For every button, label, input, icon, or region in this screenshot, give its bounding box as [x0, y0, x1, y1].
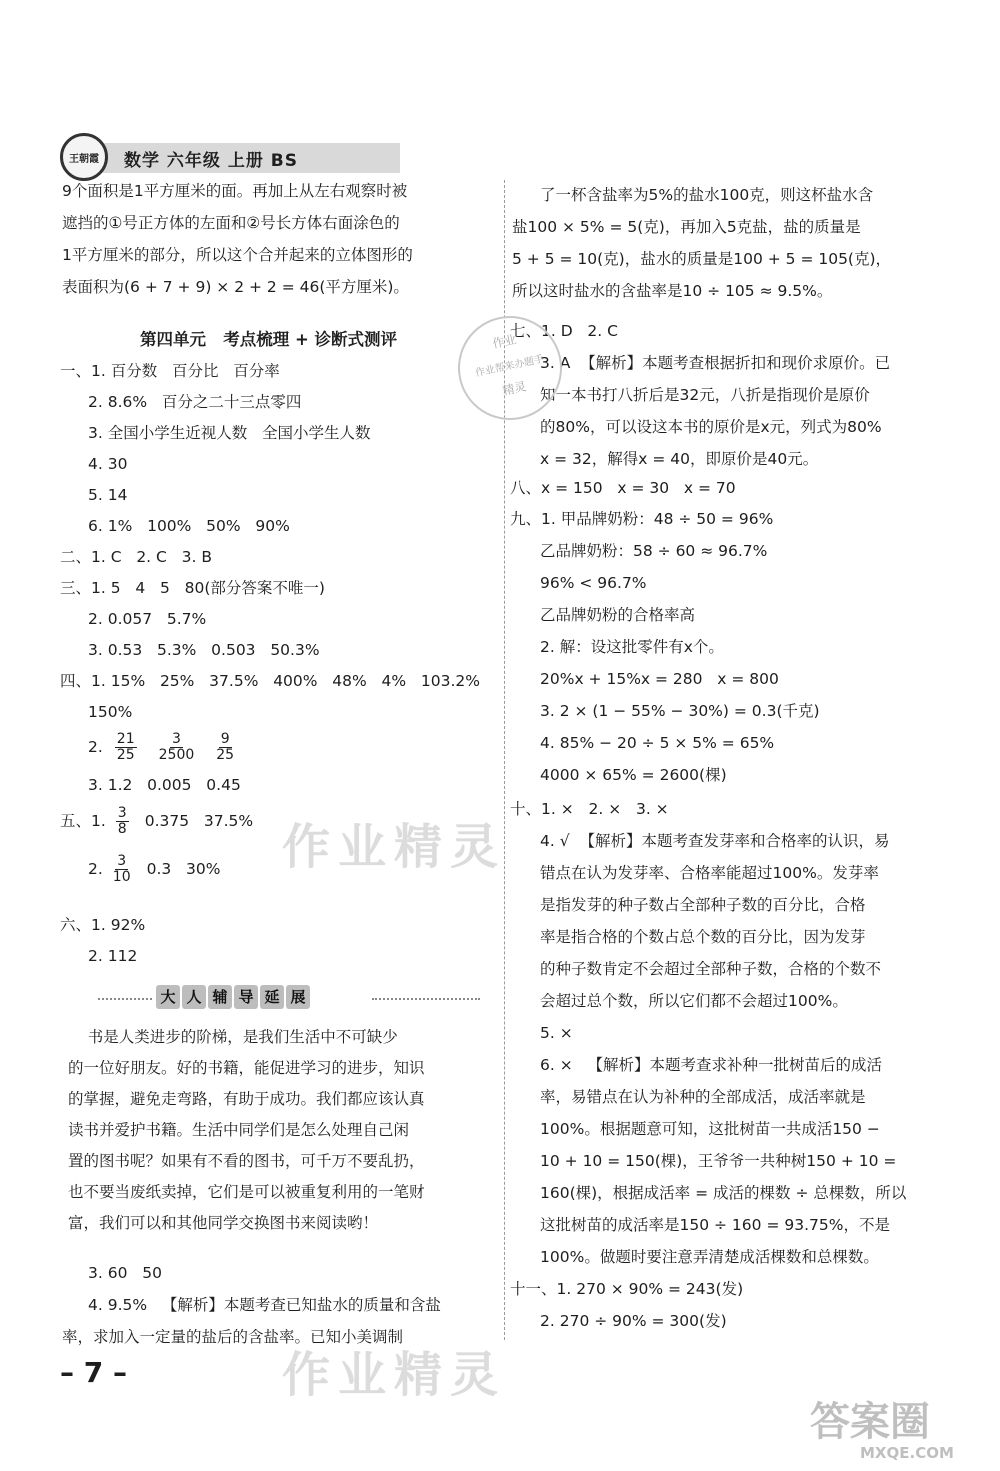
answer-rest: 0.375 37.5% [144, 811, 254, 830]
box-text-line: 读书并爱护书籍。生活中同学们是怎么处理自己闲 [68, 1121, 410, 1139]
answer-line: 3. 60 50 [88, 1264, 162, 1282]
box-divider-left [98, 998, 152, 1000]
answer-line: 乙品牌奶粉：58 ÷ 60 ≈ 96.7% [540, 542, 768, 560]
answer-line: 这批树苗的成活率是150 ÷ 160 = 93.75%，不是 [540, 1216, 890, 1234]
box-text-line: 的掌握，避免走弯路，有助于成功。我们都应该认真 [68, 1090, 425, 1108]
denominator: 2500 [158, 747, 195, 763]
stamp-text: 精灵 [501, 379, 528, 398]
answer-line: 150% [88, 703, 133, 721]
fraction-answer-line [88, 732, 238, 763]
answer-line: 10 + 10 = 150(棵)，王爷爷一共种树150 + 10 = [540, 1152, 897, 1170]
title-char: 辅 [208, 985, 232, 1009]
answer-line: 3. A 【解析】本题考查根据折扣和现价求原价。已 [540, 354, 891, 372]
fraction [113, 854, 131, 885]
answer-line: 会超过总个数，所以它们都不会超过100%。 [540, 992, 848, 1010]
site-logo-watermark: 答案圈 [810, 1399, 930, 1445]
answer-line: 4. 85% − 20 ÷ 5 × 5% = 65% [540, 734, 775, 752]
answer-line: 5. × [540, 1024, 573, 1042]
intro-line: 表面积为(6 + 7 + 9) × 2 + 2 = 46(平方厘米)。 [62, 278, 409, 296]
answer-line: 四、1. 15% 25% 37.5% 400% 48% 4% 103.2% [60, 672, 480, 690]
answer-line: 率，求加入一定量的盐后的含盐率。已知小美调制 [62, 1328, 404, 1346]
answer-line: 一、1. 百分数 百分比 百分率 [60, 362, 280, 380]
answer-line: 6. × 【解析】本题考查求补种一批树苗后的成活 [540, 1056, 882, 1074]
answer-line: 160(棵)，根据成活率 = 成活的棵数 ÷ 总棵数，所以 [540, 1184, 907, 1202]
answer-line: 六、1. 92% [60, 916, 146, 934]
box-divider-right [372, 998, 480, 1000]
denominator: 8 [117, 821, 127, 837]
fraction [216, 732, 234, 763]
answer-rest: 0.3 30% [146, 859, 221, 878]
extension-box-title [156, 985, 376, 1013]
stamp-text: 作业 [491, 332, 518, 351]
answer-line: 知一本书打八折后是32元，八折是指现价是原价 [540, 386, 870, 404]
answer-line: 二、1. C 2. C 3. B [60, 548, 212, 566]
answer-line: 2. 112 [88, 947, 138, 965]
numerator: 3 [117, 805, 127, 821]
answer-line: 的80%，可以设这本书的原价是x元，列式为80% [540, 418, 882, 436]
denominator: 10 [112, 869, 131, 885]
box-text-line: 书是人类进步的阶梯，是我们生活中不可缺少 [68, 1028, 398, 1046]
title-char: 大 [156, 985, 180, 1009]
answer-line: 乙品牌奶粉的合格率高 [540, 606, 696, 624]
answer-line: 2. 8.6% 百分之二十三点零四 [88, 393, 302, 411]
answer-line: 2. 270 ÷ 90% = 300(发) [540, 1312, 727, 1330]
numerator: 3 [117, 853, 127, 869]
intro-line: 遮挡的①号正方体的左面和②号长方体右面涂色的 [62, 214, 400, 232]
page-number-value: 7 [83, 1356, 104, 1389]
answer-line: 6. 1% 100% 50% 90% [88, 517, 290, 535]
denominator: 25 [216, 747, 235, 763]
publisher-logo: 王朝霞 [60, 133, 108, 181]
box-text-line: 置的图书呢？如果有不看的图书，可千万不要乱扔， [68, 1152, 425, 1170]
intro-line: 1平方厘米的部分，所以这个合并起来的立体图形的 [62, 246, 413, 264]
answer-line: 九、1. 甲品牌奶粉：48 ÷ 50 = 96% [510, 510, 774, 528]
answer-line: 的种子数肯定不会超过全部种子数，合格的个数不 [540, 960, 882, 978]
denominator: 25 [116, 747, 135, 763]
answer-line: 100%。做题时要注意弄清楚成活棵数和总棵数。 [540, 1248, 879, 1266]
answer-line: 2. 解：设这批零件有x个。 [540, 638, 724, 656]
title-char: 导 [234, 985, 258, 1009]
stamp-text: 作业帮来办题手 [474, 353, 546, 380]
answer-line: 5. 14 [88, 486, 128, 504]
answer-line: 4000 × 65% = 2600(棵) [540, 766, 727, 784]
fraction [159, 732, 195, 763]
page-number: – 7 – [60, 1356, 127, 1389]
title-char: 展 [286, 985, 310, 1009]
answer-line: 率，易错点在认为补种的全部成活，成活率就是 [540, 1088, 866, 1106]
fraction [115, 732, 137, 763]
answer-line: 2. 0.057 5.7% [88, 610, 207, 628]
answer-line: 4. 30 [88, 455, 128, 473]
answer-line: 是指发芽的种子数占全部种子数的百分比，合格 [540, 896, 866, 914]
answer-line: 4. √ 【解析】本题考查发芽率和合格率的认识，易 [540, 832, 890, 850]
page-header [60, 133, 400, 181]
answer-line: 3. 1.2 0.005 0.45 [88, 776, 241, 794]
book-subject: 数学 六年级 上册 BS [124, 151, 298, 171]
fraction [116, 806, 129, 837]
answer-line: 100%。根据题意可知，这批树苗一共成活150 − [540, 1120, 880, 1138]
fraction-answer-line [60, 806, 253, 837]
title-char: 延 [260, 985, 284, 1009]
answer-line: 96% < 96.7% [540, 574, 647, 592]
unit-title: 第四单元 考点梳理 + 诊断式测评 [140, 330, 398, 349]
site-url-watermark: MXQE.COM [860, 1444, 954, 1462]
answer-line: 三、1. 5 4 5 80(部分答案不唯一) [60, 579, 325, 597]
answer-line: 20%x + 15%x = 280 x = 800 [540, 670, 779, 688]
intro-line: 9个面积是1平方厘米的面。再加上从左右观察时被 [62, 182, 408, 200]
answer-line: x = 32，解得x = 40，即原价是40元。 [540, 450, 819, 468]
answer-line: 十、1. × 2. × 3. × [510, 800, 669, 818]
answer-line: 所以这时盐水的含盐率是10 ÷ 105 ≈ 9.5%。 [512, 282, 833, 300]
fraction-answer-line [88, 854, 221, 885]
numerator: 9 [220, 731, 230, 747]
item-label: 2. [88, 859, 103, 878]
box-text-line: 的一位好朋友。好的书籍，能促进学习的进步，知识 [68, 1059, 425, 1077]
numerator: 3 [171, 731, 181, 747]
answer-line: 错点在认为发芽率、合格率能超过100%。发芽率 [540, 864, 879, 882]
answer-line: 3. 0.53 5.3% 0.503 50.3% [88, 641, 320, 659]
answer-line: 十一、1. 270 × 90% = 243(发) [510, 1280, 744, 1298]
answer-line: 八、x = 150 x = 30 x = 70 [510, 479, 736, 497]
box-text-line: 富，我们可以和其他同学交换图书来阅读哟！ [68, 1214, 379, 1232]
item-label: 2. [88, 737, 103, 756]
answer-line: 盐100 × 5% = 5(克)，再加入5克盐，盐的质量是 [512, 218, 861, 236]
numerator: 21 [116, 731, 135, 747]
answer-line: 5 + 5 = 10(克)，盐水的质量是100 + 5 = 105(克)， [512, 250, 892, 268]
answer-line: 率是指合格的个数占总个数的百分比，因为发芽 [540, 928, 866, 946]
box-text-line: 也不要当废纸卖掉，它们是可以被重复利用的一笔财 [68, 1183, 425, 1201]
answer-line: 4. 9.5% 【解析】本题考查已知盐水的质量和含盐 [88, 1296, 441, 1314]
item-label: 五、1. [60, 811, 106, 830]
answer-line: 了一杯含盐率为5%的盐水100克，则这杯盐水含 [540, 186, 874, 204]
watermark-text: 作业精灵 [282, 1347, 507, 1403]
watermark-text: 作业精灵 [282, 819, 507, 875]
answer-line: 七、1. D 2. C [510, 322, 618, 340]
title-char: 人 [182, 985, 206, 1009]
answer-line: 3. 全国小学生近视人数 全国小学生人数 [88, 424, 371, 442]
answer-line: 3. 2 × (1 − 55% − 30%) = 0.3(千克) [540, 702, 820, 720]
